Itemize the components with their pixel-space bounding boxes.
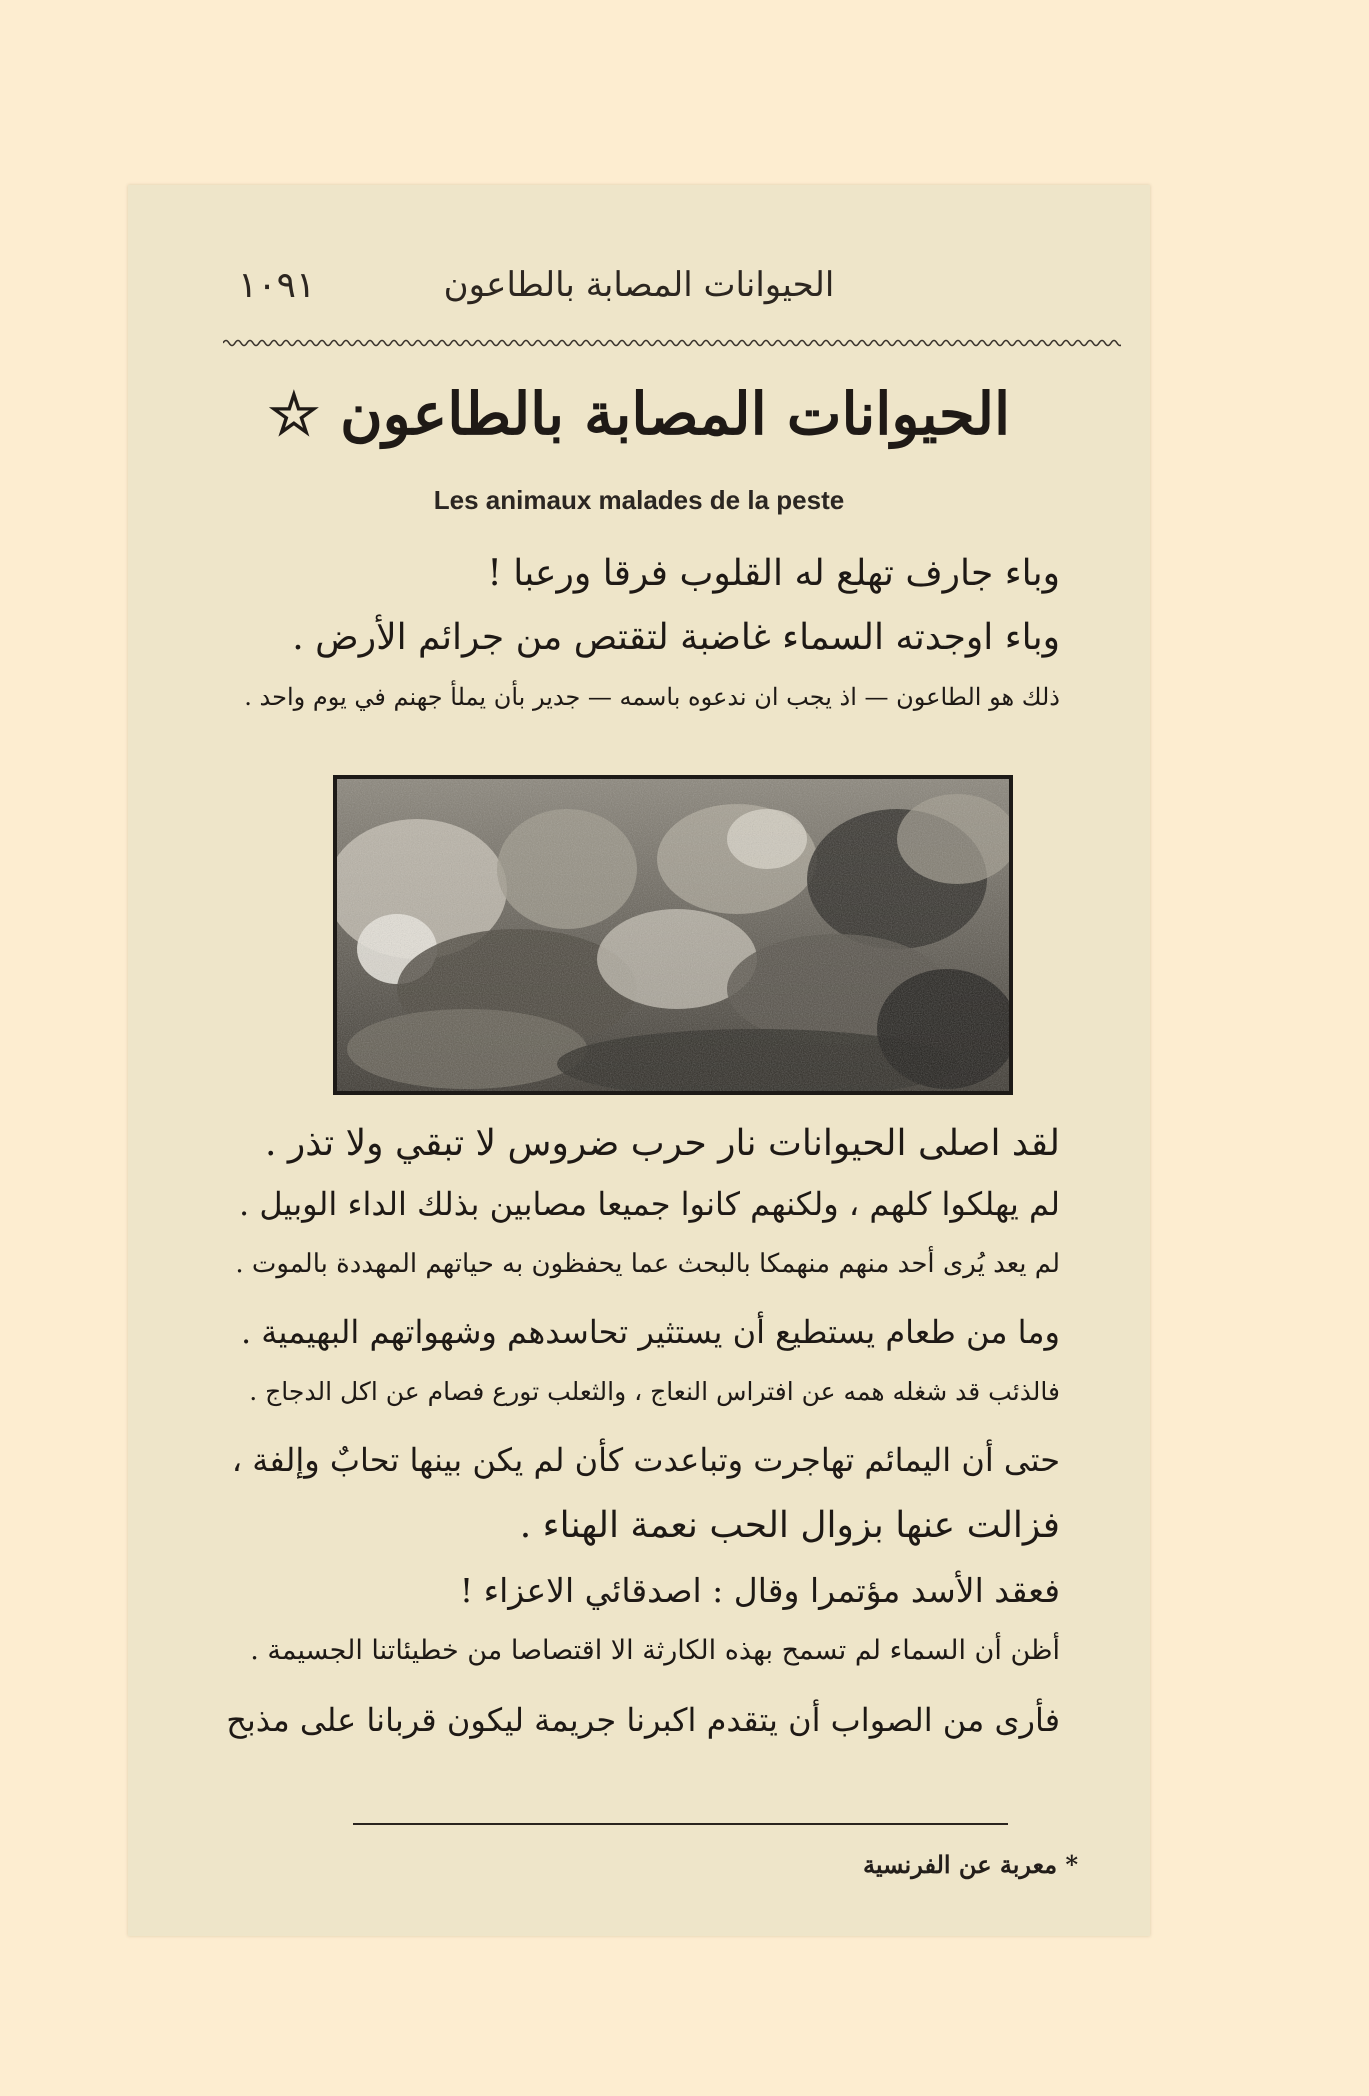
running-title: الحيوانات المصابة بالطاعون (443, 265, 835, 305)
verse-line-8: فالذئب قد شغله همه عن افتراس النعاج ، والثعلب تورع فصام عن اكل الدجاج . (249, 1377, 1060, 1406)
page-number: ١٠٩١ (238, 265, 316, 306)
wavy-rule-divider (223, 337, 1121, 349)
verse-line-7: وما من طعام يستطيع أن يستثير تحاسدهم وشهواتهم البهيمية . (240, 1313, 1060, 1351)
verse-line-4: لقد اصلى الحيوانات نار حرب ضروس لا تبقي ولا تذر . (265, 1123, 1060, 1164)
article-title: الحيوانات المصابة بالطاعون ☆ (267, 380, 1011, 448)
animals-scene-image (337, 779, 1009, 1091)
verse-line-13: فأرى من الصواب أن يتقدم اكبرنا جريمة ليكون قربانا على مذبح (226, 1701, 1060, 1739)
verse-line-9: حتى أن اليمائم تهاجرت وتباعدت كأن لم يكن بينها تحابٌ وإلفة ، (231, 1441, 1060, 1479)
footnote: * معربة عن الفرنسية (863, 1850, 1078, 1879)
french-subtitle: Les animaux malades de la peste (433, 485, 845, 515)
footnote-divider (353, 1823, 1008, 1825)
verse-line-5: لم يهلكوا كلهم ، ولكنهم كانوا جميعا مصابين بذلك الداء الوبيل . (239, 1185, 1060, 1223)
running-header (228, 265, 1050, 325)
verse-line-11: فعقد الأسد مؤتمرا وقال : اصدقائي الاعزاء ! (459, 1571, 1060, 1610)
verse-line-12: أظن أن السماء لم تسمح بهذه الكارثة الا اقتصاصا من خطيئاتنا الجسيمة . (250, 1635, 1060, 1666)
engraving-illustration (333, 775, 1013, 1095)
verse-line-10: فزالت عنها بزوال الحب نعمة الهناء . (519, 1505, 1060, 1546)
verse-line-6: لم يعد يُرى أحد منهم منهمكا بالبحث عما يحفظون به حياتهم المهددة بالموت . (235, 1249, 1060, 1279)
book-page (128, 185, 1150, 1936)
verse-line-1: وباء جارف تهلع له القلوب فرقا ورعبا ! (487, 553, 1060, 594)
verse-line-3: ذلك هو الطاعون — اذ يجب ان ندعوه باسمه — جدير بأن يملأ جهنم في يوم واحد . (244, 683, 1060, 711)
verse-line-2: وباء اوجدته السماء غاضبة لتقتص من جرائم الأرض . (292, 617, 1060, 658)
